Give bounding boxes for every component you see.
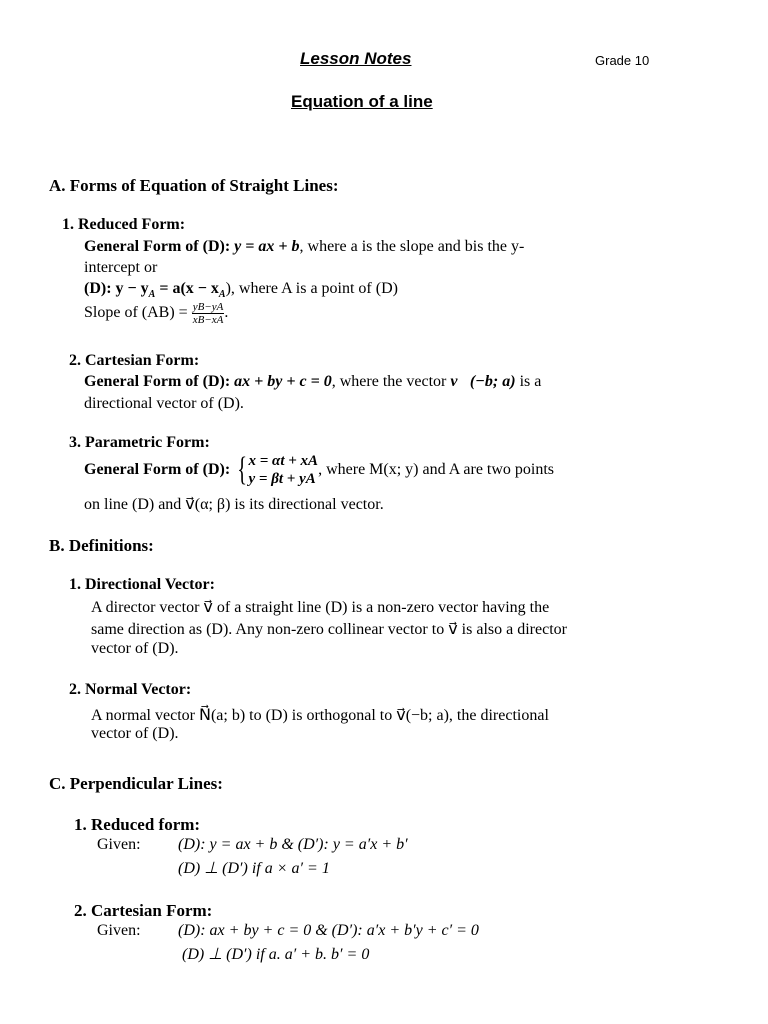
perp-cartesian-equations: (D): ax + by + c = 0 & (D′): a′x + b′y + c′ = 0 (178, 922, 479, 939)
cartesian-form-line-1 (84, 373, 541, 391)
reduced-form-heading: 1. Reduced Form: (62, 216, 186, 233)
directional-line-1: A director vector v⃗ of a straight line (D) is a non-zero vector having the (91, 599, 550, 616)
perp-cartesian-condition: (D) ⊥ (D′) if a. a′ + b. b′ = 0 (182, 946, 370, 963)
point-slope-sub-1: A (148, 289, 156, 301)
cartesian-equation: ax + by + c = 0 (234, 373, 332, 390)
general-form-label: General Form of (D): (84, 238, 235, 255)
point-slope-eq-b: = a(x − x (155, 280, 219, 297)
slope-formula-line (84, 301, 228, 326)
point-slope-text: ), where A is a point of (D) (225, 280, 398, 297)
normal-line-2: vector of (D). (91, 725, 179, 742)
reduced-form-line-2: intercept or (84, 259, 158, 276)
section-b-heading: B. Definitions: (49, 536, 154, 555)
system-eq-2: y = βt + yA (248, 471, 316, 487)
reduced-equation: y = ax + b (234, 238, 300, 255)
reduced-form-text: , where a is the slope and bis the y- (299, 238, 525, 255)
perp-reduced-condition: (D) ⊥ (D′) if a × a′ = 1 (178, 860, 330, 877)
parametric-general-label: General Form of (D): (84, 461, 235, 478)
perp-cartesian-heading: 2. Cartesian Form: (74, 901, 213, 920)
perp-reduced-given: Given: (97, 836, 141, 853)
reduced-form-line-1 (84, 238, 524, 256)
perp-reduced-heading: 1. Reduced form: (74, 815, 201, 834)
cartesian-form-line-2: directional vector of (D). (84, 395, 244, 412)
grade-label: Grade 10 (595, 53, 650, 68)
point-slope-eq-a: (D): y − y (84, 280, 149, 297)
cartesian-text-2: is a (515, 373, 542, 390)
slope-period: . (224, 304, 229, 322)
normal-line-1: A normal vector N⃗(a; b) to (D) is orthogonal to v⃗(−b; a), the directional (91, 707, 549, 724)
parametric-form-heading: 3. Parametric Form: (69, 434, 210, 451)
directional-line-3: vector of (D). (91, 640, 179, 657)
slope-label: Slope of (AB) = (84, 304, 192, 322)
slope-numerator: yB−yA (192, 301, 224, 313)
reduced-form-line-3 (84, 280, 398, 300)
parametric-form-line-2: on line (D) and v⃗(α; β) is its directional vector. (84, 496, 384, 513)
cartesian-text-1: , where the vector (331, 373, 451, 390)
normal-vector-heading: 2. Normal Vector: (69, 681, 192, 698)
cartesian-general-label: General Form of (D): (84, 373, 235, 390)
slope-fraction (192, 301, 225, 326)
directional-vector-heading: 1. Directional Vector: (69, 576, 215, 593)
perp-cartesian-given: Given: (97, 922, 141, 939)
slope-denominator: xB−xA (192, 314, 224, 326)
cartesian-form-heading: 2. Cartesian Form: (69, 352, 200, 369)
cartesian-vector: v⃗(−b; a) (450, 373, 516, 390)
parametric-system (249, 452, 319, 488)
perp-reduced-equations: (D): y = ax + b & (D′): y = a′x + b′ (178, 836, 408, 853)
system-brace: { (237, 451, 248, 488)
section-c-heading: C. Perpendicular Lines: (49, 774, 223, 793)
system-eq-1: x = αt + xA (248, 453, 319, 469)
directional-line-2: same direction as (D). Any non-zero collinear vector to v⃗ is also a director (91, 621, 567, 638)
section-a-heading: A. Forms of Equation of Straight Lines: (49, 176, 339, 195)
lesson-notes-heading: Lesson Notes (300, 49, 412, 68)
point-slope-sub-2: A (218, 289, 226, 301)
parametric-form-line-1 (84, 452, 554, 488)
parametric-text: , where M(x; y) and A are two points (318, 461, 555, 478)
page-title: Equation of a line (291, 92, 433, 111)
